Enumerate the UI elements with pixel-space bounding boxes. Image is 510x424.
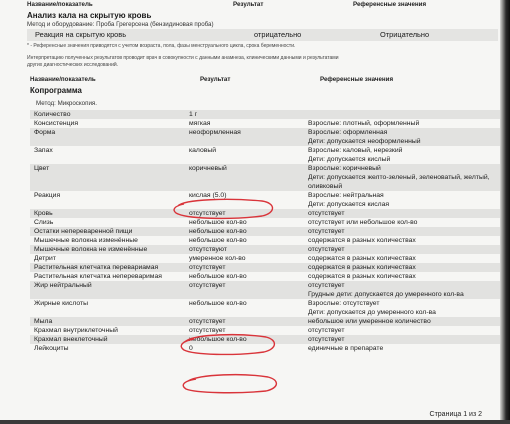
row-result: отсутствует — [185, 317, 304, 326]
row-name: Цвет — [30, 164, 185, 191]
table-row — [30, 317, 500, 326]
row-name: Мышечные волокна не изменённые — [30, 245, 185, 254]
row-result: небольшое кол-во — [185, 272, 304, 281]
column-header-name-2: Название/показатель — [30, 76, 96, 83]
occult-blood-name: Реакция на скрытую кровь — [35, 30, 127, 39]
row-result: отсутствует — [185, 281, 304, 299]
table-row — [30, 344, 500, 353]
table-row — [30, 110, 500, 119]
row-reference: Взрослые: нейтральная Дети: допускается кислая — [304, 191, 500, 209]
row-reference: отсутствует или небольшое кол-во — [304, 218, 500, 227]
row-result: каловый — [185, 146, 304, 164]
table-row — [30, 128, 500, 146]
row-reference: содержатся в разных количествах — [304, 263, 500, 272]
table-row — [30, 263, 500, 272]
occult-blood-reference: Отрицательно — [380, 30, 430, 39]
row-name: Жир нейтральный — [30, 281, 185, 299]
row-name: Кровь — [30, 209, 185, 218]
row-name: Крахмал внутриклеточный — [30, 326, 185, 335]
column-header-reference-2: Референсные значения — [320, 76, 394, 83]
row-result: коричневый — [185, 164, 304, 191]
row-result: 0 — [185, 344, 304, 353]
table-row — [30, 326, 500, 335]
coprogram-title: Копрограмма — [30, 86, 82, 95]
row-name: Мышечные волокна изменённые — [30, 236, 185, 245]
row-reference: содержатся в разных количествах — [304, 254, 500, 263]
row-reference: Взрослые: коричневый Дети: допускается желто-зеленый, зеленоватый, желтый, оливковый — [304, 164, 500, 191]
occult-blood-row — [27, 29, 498, 41]
table-row — [30, 227, 500, 236]
row-result: небольшое кол-во — [185, 335, 304, 344]
row-reference: содержатся в разных количествах — [304, 236, 500, 245]
row-name: Реакция — [30, 191, 185, 209]
row-reference: Взрослые: плотный, оформленный — [304, 119, 500, 128]
row-result: небольшое кол-во — [185, 218, 304, 227]
coprogram-method: Метод: Микроскопия. — [36, 100, 97, 107]
row-result: кислая (5.0) — [185, 191, 304, 209]
row-reference: содержатся в разных количествах — [304, 272, 500, 281]
row-name: Слизь — [30, 218, 185, 227]
row-name: Крахмал внеклеточный — [30, 335, 185, 344]
row-reference: Взрослые: оформленная Дети: допускается неоформленный — [304, 128, 500, 146]
row-result: отсутствует — [185, 326, 304, 335]
column-header-name: Название/показатель — [27, 1, 93, 8]
row-name: Растительная клетчатка непереваримая — [30, 272, 185, 281]
row-reference: отсутствует — [304, 335, 500, 344]
column-header-result-2: Результат — [200, 76, 231, 83]
row-result: отсутствует — [185, 263, 304, 272]
row-result: отсутствуют — [185, 245, 304, 254]
page-number: Страница 1 из 2 — [429, 411, 482, 418]
row-reference: единичные в препарате — [304, 344, 500, 353]
row-reference: отсутствует — [304, 227, 500, 236]
row-reference: отсутствует Грудные дети: допускается до умеренного кол-ва — [304, 281, 500, 299]
row-result: небольшое кол-во — [185, 299, 304, 317]
table-row — [30, 164, 500, 191]
row-result: 1 г — [185, 110, 304, 119]
row-result: отсутствует — [185, 209, 304, 218]
row-reference: отсутствует — [304, 209, 500, 218]
table-row — [30, 146, 500, 164]
table-row — [30, 119, 500, 128]
row-name: Консистенция — [30, 119, 185, 128]
row-reference: Взрослые: каловый, нерезкий Дети: допускается кислый — [304, 146, 500, 164]
row-reference: отсутствует — [304, 326, 500, 335]
row-name: Количество — [30, 110, 185, 119]
row-name: Жирные кислоты — [30, 299, 185, 317]
row-result: небольшое кол-во — [185, 227, 304, 236]
table-row — [30, 272, 500, 281]
column-header-reference: Референсные значения — [353, 1, 427, 8]
table-row — [30, 281, 500, 299]
row-result: мягкая — [185, 119, 304, 128]
row-name: Запах — [30, 146, 185, 164]
interpretation-note: Интерпретацию полученных результатов проводит врач в совокупности с данными анамнеза, клиническими данными и результатами других диагностических исследований. — [27, 55, 339, 68]
table-row — [30, 299, 500, 317]
photo-edge-shadow — [500, 0, 510, 424]
table-row — [30, 218, 500, 227]
table-row — [30, 209, 500, 218]
row-name: Лейкоциты — [30, 344, 185, 353]
footnote: * - Референсные значения приводятся с учетом возраста, пола, фазы менструального цикла, срока беременности. — [27, 43, 296, 49]
row-result: небольшое кол-во — [185, 236, 304, 245]
row-reference: Взрослые: отсутствует Дети: допускается до умеренного кол-ва — [304, 299, 500, 317]
row-name: Растительная клетчатка перевариамая — [30, 263, 185, 272]
row-name: Детрит — [30, 254, 185, 263]
table-row — [30, 236, 500, 245]
row-name: Остатки непереваренной пищи — [30, 227, 185, 236]
occult-blood-method: Метод и оборудование: Проба Грегерсена (бензидиновая проба) — [27, 21, 214, 28]
row-name: Мыла — [30, 317, 185, 326]
occult-blood-title: Анализ кала на скрытую кровь — [27, 11, 152, 20]
row-result: умеренное кол-во — [185, 254, 304, 263]
coprogram-table — [30, 110, 500, 353]
column-header-result: Результат — [233, 1, 264, 8]
circle-starch — [183, 375, 276, 393]
row-result: неоформленная — [185, 128, 304, 146]
table-row — [30, 335, 500, 344]
table-row — [30, 245, 500, 254]
row-name: Форма — [30, 128, 185, 146]
row-reference — [304, 110, 500, 119]
row-reference: небольшое или умеренное количество — [304, 317, 500, 326]
photo-bottom-edge — [0, 420, 510, 424]
table-row — [30, 191, 500, 209]
occult-blood-result: отрицательно — [254, 30, 302, 39]
row-reference: отсутствует — [304, 245, 500, 254]
table-row — [30, 254, 500, 263]
